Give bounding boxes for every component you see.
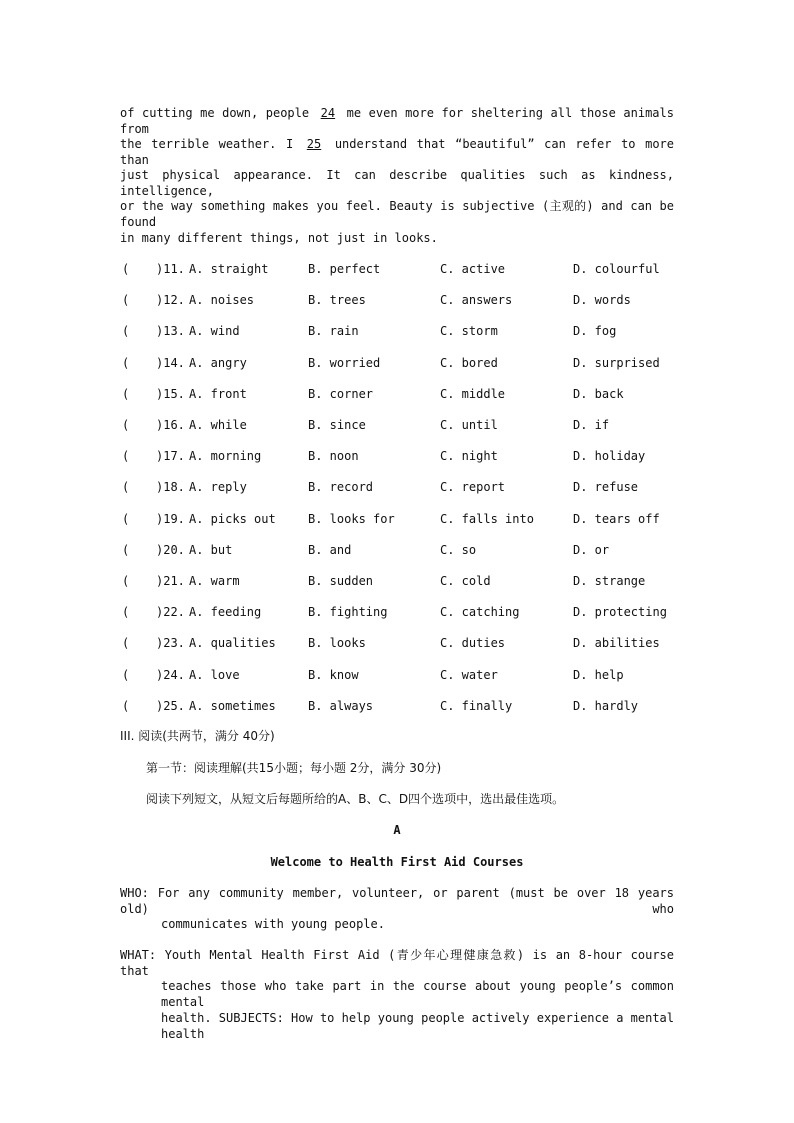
question-row (0, 604, 794, 620)
option-d: D. abilities (573, 636, 660, 650)
option-b: B. and (308, 543, 352, 557)
option-b: B. trees (308, 293, 366, 307)
option-d: D. strange (573, 574, 646, 588)
option-a: A. angry (189, 356, 247, 370)
section-heading: III. 阅读(共两节，满分 40分) (120, 729, 275, 743)
answer-paren: ( (122, 668, 130, 682)
option-b: B. know (308, 668, 359, 682)
option-c: C. night (440, 449, 498, 463)
answer-paren: ( (122, 699, 130, 713)
option-c: C. report (440, 480, 506, 494)
question-row (0, 479, 794, 495)
option-d: D. refuse (573, 480, 639, 494)
section-subheading: 第一节：阅读理解(共15小题；每小题 2分，满分 30分) (146, 761, 442, 775)
option-a: A. wind (189, 324, 240, 338)
answer-paren: ( (122, 418, 130, 432)
option-b: B. perfect (308, 262, 381, 276)
option-a: A. straight (189, 262, 269, 276)
option-d: D. protecting (573, 605, 667, 619)
answer-paren: ( (122, 324, 130, 338)
option-c: C. catching (440, 605, 520, 619)
option-d: D. holiday (573, 449, 646, 463)
option-b: B. corner (308, 387, 374, 401)
answer-paren: ( (122, 574, 130, 588)
option-a: A. warm (189, 574, 240, 588)
question-number: )25. (156, 699, 185, 713)
question-row (0, 698, 794, 714)
article-who-cont: communicates with young people. (161, 917, 385, 931)
answer-paren: ( (122, 449, 130, 463)
passage-line: or the way something makes you feel. Beauty is subjective (主观的) and can be found (120, 199, 674, 229)
option-c: C. until (440, 418, 498, 432)
question-row (0, 261, 794, 277)
option-c: C. finally (440, 699, 513, 713)
answer-paren: ( (122, 262, 130, 276)
option-b: B. looks (308, 636, 366, 650)
blank-25: 25 (306, 137, 322, 151)
question-row (0, 417, 794, 433)
question-row (0, 448, 794, 464)
answer-paren: ( (122, 480, 130, 494)
article-what-cont: teaches those who take part in the course about young people’s common mental (161, 979, 674, 1009)
option-c: C. duties (440, 636, 506, 650)
passage-line: just physical appearance. It can describe qualities such as kindness, intelligence, (120, 168, 674, 198)
option-d: D. help (573, 668, 624, 682)
option-c: C. water (440, 668, 498, 682)
question-number: )11. (156, 262, 185, 276)
passage-text: of cutting me down, people (120, 106, 310, 120)
option-b: B. rain (308, 324, 359, 338)
question-row (0, 355, 794, 371)
option-c: C. storm (440, 324, 498, 338)
option-c: C. answers (440, 293, 513, 307)
question-row (0, 667, 794, 683)
passage-text: the terrible weather. I (120, 137, 294, 151)
option-b: B. looks for (308, 512, 395, 526)
question-number: )23. (156, 636, 185, 650)
answer-paren: ( (122, 512, 130, 526)
question-number: )21. (156, 574, 185, 588)
option-d: D. tears off (573, 512, 660, 526)
question-row (0, 635, 794, 651)
option-b: B. record (308, 480, 374, 494)
option-a: A. but (189, 543, 233, 557)
option-b: B. noon (308, 449, 359, 463)
option-b: B. worried (308, 356, 381, 370)
option-b: B. since (308, 418, 366, 432)
option-d: D. colourful (573, 262, 660, 276)
option-d: D. if (573, 418, 610, 432)
article-what: WHAT: Youth Mental Health First Aid (青少年心理健康急救) is an 8-hour course that (120, 948, 674, 978)
article-who: WHO: For any community member, volunteer, or parent (must be over 18 years old) who (120, 886, 674, 916)
answer-paren: ( (122, 605, 130, 619)
option-b: B. fighting (308, 605, 388, 619)
option-a: A. while (189, 418, 247, 432)
article-title: Welcome to Health First Aid Courses (270, 855, 524, 869)
option-a: A. reply (189, 480, 247, 494)
option-d: D. hardly (573, 699, 639, 713)
option-c: C. middle (440, 387, 506, 401)
passage-line (120, 136, 674, 168)
section-instruction: 阅读下列短文，从短文后每题所给的A、B、C、D四个选项中，选出最佳选项。 (146, 792, 565, 806)
option-a: A. feeding (189, 605, 262, 619)
answer-paren: ( (122, 293, 130, 307)
question-number: )18. (156, 480, 185, 494)
option-a: A. love (189, 668, 240, 682)
option-a: A. front (189, 387, 247, 401)
question-number: )19. (156, 512, 185, 526)
option-c: C. bored (440, 356, 498, 370)
passage-text: understand that “beautiful” can refer to more than (120, 137, 674, 167)
question-number: )16. (156, 418, 185, 432)
article-what-cont: health. SUBJECTS: How to help young people actively experience a mental health (161, 1011, 674, 1041)
question-number: )14. (156, 356, 185, 370)
question-row (0, 573, 794, 589)
option-d: D. back (573, 387, 624, 401)
part-label: A (393, 823, 401, 837)
option-c: C. cold (440, 574, 491, 588)
question-number: )22. (156, 605, 185, 619)
option-d: D. words (573, 293, 631, 307)
option-a: A. morning (189, 449, 262, 463)
option-d: D. or (573, 543, 610, 557)
answer-paren: ( (122, 356, 130, 370)
option-b: B. always (308, 699, 374, 713)
option-d: D. fog (573, 324, 617, 338)
option-a: A. noises (189, 293, 255, 307)
question-number: )13. (156, 324, 185, 338)
question-number: )12. (156, 293, 185, 307)
blank-24: 24 (320, 106, 336, 120)
passage-text: me even more for sheltering all those animals from (120, 106, 674, 136)
question-number: )24. (156, 668, 185, 682)
question-row (0, 323, 794, 339)
question-row (0, 511, 794, 527)
answer-paren: ( (122, 543, 130, 557)
question-number: )20. (156, 543, 185, 557)
option-c: C. active (440, 262, 506, 276)
passage-line: in many different things, not just in looks. (120, 231, 438, 245)
question-row (0, 542, 794, 558)
answer-paren: ( (122, 636, 130, 650)
option-a: A. sometimes (189, 699, 276, 713)
option-c: C. so (440, 543, 477, 557)
question-number: )15. (156, 387, 185, 401)
option-a: A. qualities (189, 636, 276, 650)
question-number: )17. (156, 449, 185, 463)
answer-paren: ( (122, 387, 130, 401)
option-d: D. surprised (573, 356, 660, 370)
question-row (0, 292, 794, 308)
passage-line (120, 105, 674, 137)
option-c: C. falls into (440, 512, 534, 526)
option-b: B. sudden (308, 574, 374, 588)
option-a: A. picks out (189, 512, 276, 526)
question-row (0, 386, 794, 402)
